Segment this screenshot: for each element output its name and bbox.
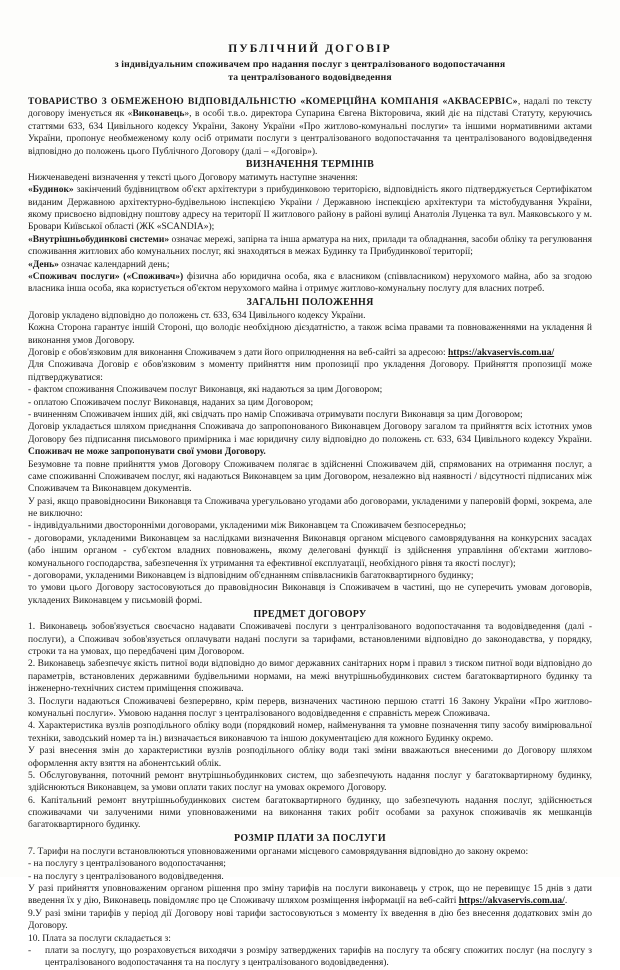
general-bullet: - фактом споживання Споживачем послуг Виконавця, які надаються за цим Договором;: [28, 385, 383, 396]
definitions-intro: Нижченаведені визначення у тексті цього Договору матимуть наступне значення:: [28, 172, 358, 183]
definition-text: означає календарний день;: [58, 259, 170, 270]
payment-paragraph-8: [28, 883, 592, 908]
document-body: [28, 42, 592, 970]
payment-paragraph-9: 9.У разі зміни тарифів у період дії Договору нові тарифи застосовуються з моменту їх введення в дію без внесення додаткових змін до Договору.: [28, 908, 592, 932]
website-link[interactable]: https://akvaservis.com.ua/: [448, 348, 555, 358]
definition-text: означає мережі, запірна та інша арматура на них, прилади та обладнання, засоби обліку та регулювання споживання житлових або комунальних послуг, які знаходяться в межах Будинку та Прибудинкової території;: [28, 234, 592, 258]
dash-item-text: плати за послугу, що розраховується виходячи з розміру затверджених тарифів на послугу та обсягу спожитих послуг (на послугу з централізованого водопостачання та на послугу з централізованого водовідведення).: [45, 945, 592, 969]
payment-dash-item: [28, 945, 592, 970]
general-bullet: - вчиненням Споживачем інших дій, які свідчать про намір Споживача отримувати послуги Виконавця за цим Договором;: [28, 409, 523, 420]
subject-item: 3. Послуги надаються Споживачеві безперервно, крім перерв, визначених частиною першою статті 16 Закону України «Про житлово-комунальні послуги». Умовою надання послуг з централізованого водовідведення є справність мереж Споживача.: [28, 696, 592, 719]
heading-subject-of-contract: ПРЕДМЕТ ДОГОВОРУ: [253, 608, 367, 620]
general-bullet: - індивідуальними двосторонніми договорами, укладеними між Виконавцем та Споживачем безпосередньо;: [28, 521, 467, 532]
definition-item: [28, 184, 592, 234]
general-paragraph-6: Безумовне та повне прийняття умов Договору Споживачем полягає в здійсненні Споживачем дій, спрямованих на отримання послуг, а саме споживанні Споживачем послуг, які надаються Виконавцем за цим Договором, незалежно від наявності / відсутності підписаних між Споживачем та Виконавцем документів.: [28, 459, 592, 495]
definition-item: [28, 259, 592, 271]
page-title: ПУБЛІЧНИЙ ДОГОВІР: [228, 43, 392, 55]
heading-definitions: ВИЗНАЧЕННЯ ТЕРМІНІВ: [245, 159, 375, 171]
payment-bullet: - на послугу з централізованого водопостачання;: [28, 859, 226, 870]
payment-paragraph-7: 7. Тарифи на послуги встановлюються уповноваженими органами місцевого самоврядування відповідно до закону окремо:: [28, 846, 529, 857]
page-subtitle-line-2: та централізованого водовідведення: [228, 72, 392, 84]
payment-paragraph-10: 10. Плата за послуги складається з:: [28, 933, 171, 944]
title-block: [28, 42, 592, 85]
general-paragraph-5: [28, 421, 592, 458]
subject-item: 4. Характеристика вузлів розподільного обліку води (порядковий номер, найменування та умовне позначення типу засобу вимірювальної техніки, заводський номер та ін.) визначається виконавчою та іншою документацією для кожного Будинку окремо.: [28, 721, 592, 744]
dash-marker: -: [28, 945, 32, 956]
definition-item: [28, 271, 592, 296]
general-paragraph-3-text: Договір є обов'язковим для виконання Споживачем з дати його оприлюднення на веб-сайті за адресою:: [28, 348, 449, 358]
heading-general-provisions: ЗАГАЛЬНІ ПОЛОЖЕННЯ: [246, 297, 374, 309]
general-bullet: - договорами, укладеними Виконавцем за наслідками визначення Виконавця органом місцевого самоврядування на конкурсних засадах (або іншим органом - суб'єктом владних повноважень, якому делеговані функції із здійснення управління об'єктами житлово-комунального господарства, забезпечення їх утримання та ефективної експлуатації, необхідного рівня та якості послуг);: [28, 533, 592, 569]
preamble-text-rest: », в особі т.в.о. директора Супарина Євгена Вікторовича, який діє на підставі Статуту, керуючись статтями 633, 634 Цивільного кодексу України, Закону України «Про житлово-комунальні послуги» та іншими нормативними актами України, пропонує необмеженому колу осіб отримати послуги з централізованого водопостачання та централізованого водовідведення відповідно до положень цього Публічного Договору (далі – «Договір»).: [28, 109, 592, 157]
subject-item: 5. Обслуговування, поточний ремонт внутрішньобудинкових систем, що забезпечують надання послуг у багатоквартирному будинку, здійснюються Виконавцем, за умови оплати таких послуг на умовах окремого Договору.: [28, 770, 592, 794]
general-paragraph-2: Кожна Сторона гарантує іншій Стороні, що володіє необхідною дієздатністю, а також всіма правами та повноваженнями на укладення й виконання умов Договору.: [28, 323, 592, 346]
subject-item: 1. Виконавець зобов'язується своєчасно надавати Споживачеві послуги з централізованого водопостачання та водовідведення (далі - послуги), а Споживач зобов'язується оплачувати надані послуги за тарифами, встановленими відповідно до законодавства, у порядку, строки та на умовах, що передбачені цим Договором.: [28, 622, 592, 657]
definition-text: фізична або юридична особа, яка є власником (співвласником) нерухомого майна, або за згодою власника інша особа, яка користується об'єктом нерухомого майна і отримує житлово-комунальну послугу для власних потреб.: [28, 272, 592, 295]
definition-item: [28, 234, 592, 259]
general-paragraph-4: Для Споживача Договір є обов'язковим з моменту прийняття ним пропозиції про укладення Договору. Прийняття пропозиції може підтверджуватися:: [28, 360, 592, 383]
payment-bullet: - на послугу з централізованого водовідведення.: [28, 871, 224, 882]
definition-text: закінчений будівництвом об'єкт архітектури з прибудинковою територією, відповідність якого підтверджується Сертифікатом виданим Державною архітектурно-будівельною інспекцією України / Державною інспекцією архітектури та містобудування України, якому присвоєно відповідну поштову адресу на території ІІ житлового району в районі вулиці Анатолія Луценка та вул. Маяковського у м. Бровари Київської області (ЖК «SCANDIA»);: [28, 185, 592, 233]
subject-item: У разі внесення змін до характеристики вузлів розподільного обліку води такі зміни вважаються внесеними до Договору шляхом оформлення акту взяття на абонентський облік.: [28, 746, 592, 769]
general-paragraph-1: Договір укладено відповідно до положень ст. 633, 634 Цивільного кодексу України.: [28, 310, 366, 321]
definition-term: «День»: [28, 259, 59, 270]
payment-paragraph-8-text: У разі прийняття уповноваженим органом рішення про зміну тарифів на послуги виконавець у строк, що не перевищує 15 днів з дати введення їх у дію, Виконавець повідомляє про це Споживачу шляхом розміщення інформації на веб-сайті: [28, 884, 592, 907]
definition-term: «Внутрішньобудинкові системи»: [28, 234, 170, 245]
subject-item: 2. Виконавець забезпечує якість питної води відповідно до вимог державних санітарних норм і правил з тиском питної води відповідно до параметрів, встановлених державними будівельними нормами, на межі внутрішньобудинкових систем багатоквартирного будинку та інженерно-технічних систем приміщення споживача.: [28, 659, 592, 695]
general-paragraph-5-text: Договір укладається шляхом приєднання Споживача до запропонованого Виконавцем Договору загалом та прийняття всіх істотних умов Договору без підписання письмового примірника і має юридичну силу відповідно до положень ст. 633, 634 Цивільного кодексу України.: [28, 422, 592, 445]
heading-payment-amount: РОЗМІР ПЛАТИ ЗА ПОСЛУГИ: [234, 833, 386, 845]
definition-term: «Споживач послуги» («Споживач»): [28, 272, 184, 283]
definition-term: «Будинок»: [28, 185, 74, 196]
general-paragraph-3: [28, 347, 592, 359]
preamble-paragraph: [28, 96, 592, 158]
general-paragraph-7: У разі, якщо правовідносини Виконавця та Споживача урегульовано угодами або договорами, укладеними у паперовій формі, зокрема, але не виключно:: [28, 496, 592, 520]
executor-term: Виконавець: [132, 109, 185, 120]
page-subtitle-line-1: з індивідуальним споживачем про надання послуг з централізованого водопостачання: [114, 59, 506, 71]
general-bullet: - оплатою Споживачем послуг Виконавця, наданих за цим Договором;: [28, 397, 314, 408]
website-link[interactable]: https://akvaservis.com.ua/: [458, 896, 565, 907]
subject-item: 6. Капітальний ремонт внутрішньобудинкових систем багатоквартирного будинку, що забезпечують надання послуг, здійснюється споживачами чи залученими ними уповноваженими на виконання таких робіт особами за рахунок споживачів як мешканців багатоквартирного будинку.: [28, 795, 592, 831]
general-paragraph-5-emphasis: Споживач не може запропонувати свої умови Договору.: [28, 447, 266, 458]
preamble-text-after-company: , надалі по тексту договору іменується як «: [28, 96, 592, 120]
payment-paragraph-8-tail: .: [564, 896, 568, 907]
company-name: ТОВАРИСТВО З ОБМЕЖЕНОЮ ВІДПОВІДАЛЬНІСТЮ «КОМЕРЦІЙНА КОМПАНІЯ «АКВАСЕРВІС»: [28, 96, 518, 107]
general-bullet: - договорами, укладеними Виконавцем із відповідним об'єднанням співвласників багатоквартирного будинку;: [28, 571, 474, 582]
general-paragraph-8: то умови цього Договору застосовуються до правовідносин Виконавця із Споживачем в частині, що не суперечить умовам договорів, укладених Виконавцем у письмовій формі.: [28, 583, 592, 606]
